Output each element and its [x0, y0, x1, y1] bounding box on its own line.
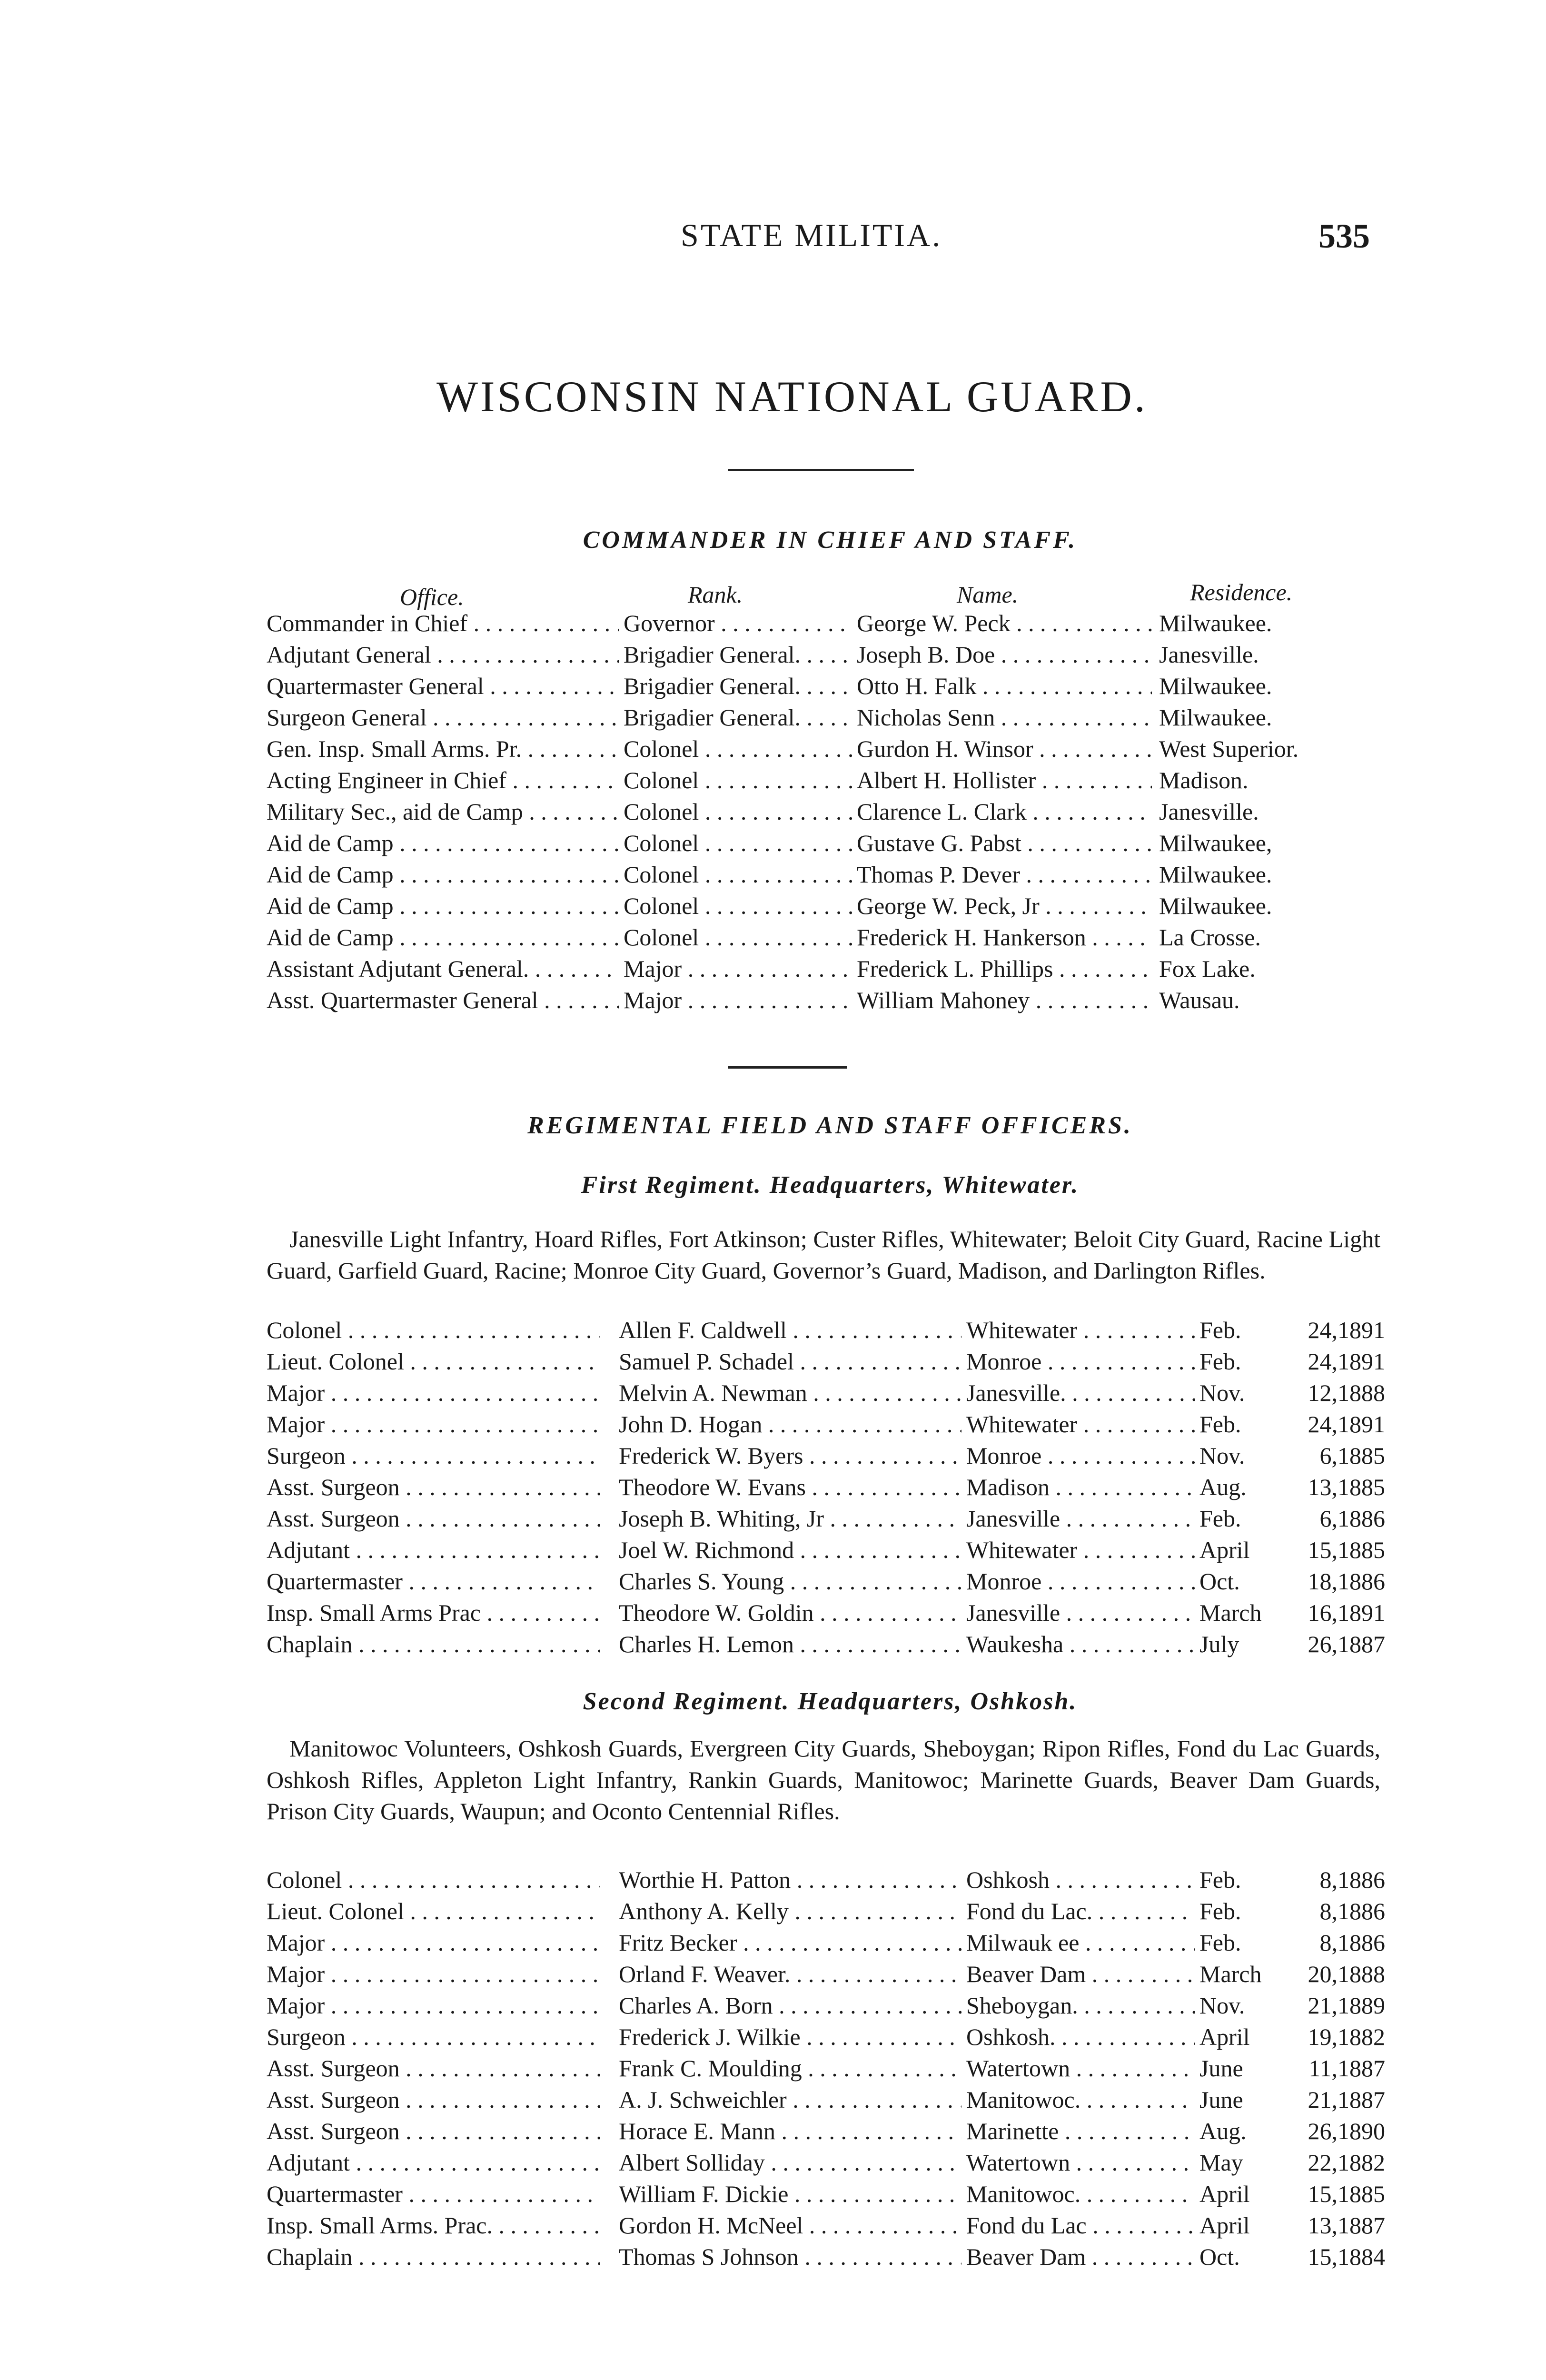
officer-year: 1888 [1338, 1961, 1385, 1987]
first-regiment-heading: First Regiment. Headquarters, Whitewater. [581, 1171, 1080, 1199]
officer-residence: Beaver Dam . . . [966, 2243, 1195, 2271]
officer-year: 1886 [1338, 1866, 1385, 1893]
staff-row [0, 735, 1546, 765]
staff-residence: Milwaukee. [1159, 892, 1272, 919]
staff-office: Asst. Quartermaster General . . . [267, 986, 619, 1014]
officer-year: 1885 [1338, 1474, 1385, 1500]
staff-office: Acting Engineer in Chief . . . [267, 766, 619, 794]
staff-name: Otto H. Falk . . . [857, 672, 1152, 700]
officer-office: Adjutant . . . [267, 2149, 600, 2176]
officer-month: Feb. [1199, 1929, 1241, 1956]
staff-office: Aid de Camp . . . [267, 829, 619, 857]
officer-day: 26, [1308, 1631, 1338, 1657]
officer-day: 13, [1308, 2212, 1338, 2239]
staff-rank: Brigadier General. . . . [624, 641, 852, 668]
officer-year: 1885 [1338, 1442, 1385, 1469]
officer-month: Nov. [1199, 1992, 1245, 2019]
staff-office: Aid de Camp . . . [267, 861, 619, 888]
section-divider [728, 1066, 847, 1069]
officer-row [0, 1442, 1546, 1472]
officer-row [0, 1473, 1546, 1504]
running-head: STATE MILITIA. [681, 217, 942, 253]
officer-name: John D. Hogan . . . [619, 1410, 961, 1438]
column-head-residence: Residence. [1190, 579, 1293, 605]
officer-office: Asst. Surgeon . . . [267, 2054, 600, 2082]
staff-name: George W. Peck . . . [857, 609, 1152, 637]
staff-rank: Colonel . . . [624, 923, 852, 951]
officer-day: 21, [1308, 2086, 1338, 2113]
officer-day: 18, [1308, 1568, 1338, 1595]
officer-row [0, 1866, 1546, 1896]
officer-year: 1887 [1338, 1631, 1385, 1657]
staff-name: Nicholas Senn . . . [857, 704, 1152, 731]
officer-day: 19, [1308, 2023, 1338, 2050]
officer-name: Frank C. Moulding . . . [619, 2054, 961, 2082]
officer-row [0, 1599, 1546, 1629]
staff-name: Clarence L. Clark . . . [857, 798, 1152, 825]
staff-office: Aid de Camp . . . [267, 892, 619, 920]
officer-year: 1889 [1338, 1992, 1385, 2019]
staff-rank: Governor . . . [624, 609, 852, 637]
officer-day: 15, [1308, 2243, 1338, 2270]
officer-residence: Monroe . . . [966, 1567, 1195, 1595]
officer-name: Charles H. Lemon . . . [619, 1630, 961, 1658]
officer-office: Insp. Small Arms. Prac. . . . [267, 2211, 600, 2239]
commander-heading: COMMANDER IN CHIEF AND STAFF. [583, 526, 1078, 554]
officer-month: Feb. [1199, 1505, 1241, 1532]
staff-office: Gen. Insp. Small Arms. Pr. . . . [267, 735, 619, 763]
officer-office: Major . . . [267, 1992, 600, 2019]
title-divider [728, 469, 914, 471]
officer-residence: Sheboygan. . . . [966, 1992, 1195, 2019]
regimental-heading: REGIMENTAL FIELD AND STAFF OFFICERS. [527, 1112, 1133, 1139]
officer-office: Lieut. Colonel . . . [267, 1348, 600, 1375]
staff-residence: Janesville. [1159, 798, 1259, 825]
first-regiment-intro: Janesville Light Infantry, Hoard Rifles, Fort Atkinson; Custer Rifles, Whitewater; Beloit City Guard, Racine Light Guard, Garfield Guard, Racine; Monroe City Guard, Governor’s Guard, Madison, and Darlington Rifles. [267, 1226, 1380, 1284]
officer-name: A. J. Schweichler . . . [619, 2086, 961, 2113]
column-head-name: Name. [957, 581, 1019, 608]
staff-residence: Milwaukee. [1159, 861, 1272, 888]
officer-residence: Whitewater . . . [966, 1536, 1195, 1564]
staff-residence: Milwaukee, [1159, 830, 1272, 856]
officer-row [0, 1929, 1546, 1959]
staff-name: Thomas P. Dever . . . [857, 861, 1152, 888]
staff-row [0, 986, 1546, 1017]
officer-day: 22, [1308, 2149, 1338, 2176]
officer-residence: Beaver Dam . . . [966, 1960, 1195, 1988]
staff-name: Gurdon H. Winsor . . . [857, 735, 1152, 763]
officer-row [0, 2054, 1546, 2085]
staff-residence: Madison. [1159, 767, 1249, 793]
officer-day: 8, [1319, 1898, 1338, 1924]
officer-name: Fritz Becker . . . [619, 1929, 961, 1956]
staff-residence: Fox Lake. [1159, 955, 1256, 982]
officer-row [0, 1536, 1546, 1567]
staff-rank: Brigadier General. . . . [624, 672, 852, 700]
officer-residence: Watertown . . . [966, 2054, 1195, 2082]
staff-office: Aid de Camp . . . [267, 923, 619, 951]
officer-year: 1890 [1338, 2118, 1385, 2144]
officer-office: Major . . . [267, 1379, 600, 1407]
staff-rank: Colonel . . . [624, 798, 852, 825]
officer-month: March [1199, 1599, 1262, 1626]
officer-year: 1882 [1338, 2149, 1385, 2176]
officer-office: Surgeon . . . [267, 2023, 600, 2051]
staff-rank: Colonel . . . [624, 766, 852, 794]
officer-day: 11, [1308, 2055, 1338, 2082]
officer-residence: Manitowoc. . . . [966, 2180, 1195, 2208]
officer-month: April [1199, 2023, 1250, 2050]
officer-month: Feb. [1199, 1348, 1241, 1375]
officer-name: Joel W. Richmond . . . [619, 1536, 961, 1564]
officer-name: Charles A. Born . . . [619, 1992, 961, 2019]
officer-row [0, 1348, 1546, 1378]
officer-row [0, 2149, 1546, 2179]
officer-name: Frederick W. Byers . . . [619, 1442, 961, 1469]
staff-rank: Brigadier General. . . . [624, 704, 852, 731]
staff-row [0, 829, 1546, 860]
officer-month: Aug. [1199, 1474, 1247, 1500]
officer-office: Major . . . [267, 1929, 600, 1956]
officer-residence: Monroe . . . [966, 1348, 1195, 1375]
officer-day: 20, [1308, 1961, 1338, 1987]
officer-month: April [1199, 1537, 1250, 1563]
officer-residence: Manitowoc. . . . [966, 2086, 1195, 2113]
officer-day: 15, [1308, 1537, 1338, 1563]
officer-day: 24, [1308, 1317, 1338, 1343]
officer-row [0, 2023, 1546, 2053]
staff-row [0, 861, 1546, 891]
staff-residence: Janesville. [1159, 641, 1259, 668]
officer-row [0, 2243, 1546, 2273]
officer-row [0, 1992, 1546, 2022]
staff-row [0, 641, 1546, 671]
officer-name: Melvin A. Newman . . . [619, 1379, 961, 1407]
officer-day: 16, [1308, 1599, 1338, 1626]
staff-rank: Colonel . . . [624, 861, 852, 888]
officer-year: 1884 [1338, 2243, 1385, 2270]
staff-residence: Milwaukee. [1159, 610, 1272, 636]
officer-row [0, 1897, 1546, 1928]
staff-residence: Milwaukee. [1159, 673, 1272, 699]
staff-name: Gustave G. Pabst . . . [857, 829, 1152, 857]
officer-name: Thomas S Johnson . . . [619, 2243, 961, 2271]
officer-residence: Fond du Lac. . . . [966, 1897, 1195, 1925]
officer-office: Asst. Surgeon . . . [267, 2117, 600, 2145]
officer-office: Asst. Surgeon . . . [267, 1473, 600, 1501]
officer-name: Orland F. Weaver. . . . [619, 1960, 961, 1988]
officer-year: 1888 [1338, 1379, 1385, 1406]
officer-office: Quartermaster . . . [267, 2180, 600, 2208]
staff-rank: Colonel . . . [624, 829, 852, 857]
staff-office: Military Sec., aid de Camp . . . [267, 798, 619, 825]
officer-row [0, 1567, 1546, 1598]
officer-year: 1882 [1338, 2023, 1385, 2050]
officer-day: 24, [1308, 1411, 1338, 1438]
staff-residence: Milwaukee. [1159, 704, 1272, 731]
staff-row [0, 672, 1546, 703]
officer-month: Feb. [1199, 1317, 1241, 1343]
officer-month: Feb. [1199, 1898, 1241, 1924]
officer-year: 1891 [1338, 1411, 1385, 1438]
staff-name: William Mahoney . . . [857, 986, 1152, 1014]
officer-residence: Monroe . . . [966, 1442, 1195, 1469]
officer-day: 6, [1319, 1442, 1338, 1469]
officer-name: Gordon H. McNeel . . . [619, 2211, 961, 2239]
staff-name: Albert H. Hollister . . . [857, 766, 1152, 794]
staff-row [0, 609, 1546, 640]
officer-month: April [1199, 2212, 1250, 2239]
officer-year: 1885 [1338, 2181, 1385, 2207]
officer-row [0, 2180, 1546, 2211]
staff-office: Assistant Adjutant General. . . . [267, 955, 619, 982]
officer-day: 21, [1308, 1992, 1338, 2019]
officer-name: Charles S. Young . . . [619, 1567, 961, 1595]
officer-office: Quartermaster . . . [267, 1567, 600, 1595]
staff-rank: Major . . . [624, 955, 852, 982]
staff-name: Joseph B. Doe . . . [857, 641, 1152, 668]
officer-year: 1886 [1338, 1568, 1385, 1595]
officer-day: 6, [1319, 1505, 1338, 1532]
officer-year: 1891 [1338, 1348, 1385, 1375]
page-number: 535 [1318, 217, 1370, 255]
officer-office: Major . . . [267, 1410, 600, 1438]
staff-rank: Colonel . . . [624, 735, 852, 763]
staff-residence: Wausau. [1159, 987, 1240, 1013]
officer-day: 12, [1308, 1379, 1338, 1406]
staff-name: Frederick H. Hankerson . . . [857, 923, 1152, 951]
officer-name: Worthie H. Patton . . . [619, 1866, 961, 1894]
officer-month: July [1199, 1631, 1239, 1657]
officer-name: Theodore W. Evans . . . [619, 1473, 961, 1501]
staff-row [0, 704, 1546, 734]
staff-office: Adjutant General . . . [267, 641, 619, 668]
staff-row [0, 955, 1546, 985]
officer-year: 1886 [1338, 1929, 1385, 1956]
officer-year: 1886 [1338, 1898, 1385, 1924]
officer-residence: Janesville. . . . [966, 1379, 1195, 1407]
officer-office: Colonel . . . [267, 1316, 600, 1344]
officer-row [0, 1316, 1546, 1347]
officer-day: 24, [1308, 1348, 1338, 1375]
officer-row [0, 1379, 1546, 1409]
officer-month: Nov. [1199, 1379, 1245, 1406]
officer-row [0, 1630, 1546, 1661]
officer-day: 8, [1319, 1929, 1338, 1956]
officer-month: Feb. [1199, 1866, 1241, 1893]
officer-year: 1887 [1338, 2212, 1385, 2239]
officer-office: Adjutant . . . [267, 1536, 600, 1564]
officer-year: 1891 [1338, 1599, 1385, 1626]
officer-office: Colonel . . . [267, 1866, 600, 1894]
officer-day: 13, [1308, 1474, 1338, 1500]
officer-row [0, 1960, 1546, 1991]
staff-office: Commander in Chief . . . [267, 609, 619, 637]
officer-name: Horace E. Mann . . . [619, 2117, 961, 2145]
officer-name: William F. Dickie . . . [619, 2180, 961, 2208]
officer-residence: Whitewater . . . [966, 1316, 1195, 1344]
officer-name: Frederick J. Wilkie . . . [619, 2023, 961, 2051]
staff-row [0, 892, 1546, 922]
officer-name: Allen F. Caldwell . . . [619, 1316, 961, 1344]
officer-residence: Janesville . . . [966, 1505, 1195, 1532]
officer-row [0, 1505, 1546, 1535]
officer-office: Insp. Small Arms Prac . . . [267, 1599, 600, 1626]
officer-residence: Oshkosh. . . . [966, 2023, 1195, 2051]
officer-office: Lieut. Colonel . . . [267, 1897, 600, 1925]
officer-year: 1887 [1338, 2086, 1385, 2113]
officer-residence: Marinette . . . [966, 2117, 1195, 2145]
officer-residence: Waukesha . . . [966, 1630, 1195, 1658]
officer-name: Theodore W. Goldin . . . [619, 1599, 961, 1626]
officer-month: Aug. [1199, 2118, 1247, 2144]
officer-year: 1886 [1338, 1505, 1385, 1532]
officer-year: 1885 [1338, 1537, 1385, 1563]
officer-row [0, 1410, 1546, 1441]
column-head-rank: Rank. [688, 581, 743, 608]
officer-residence: Milwauk ee . . . [966, 1929, 1195, 1956]
officer-office: Major . . . [267, 1960, 600, 1988]
officer-day: 26, [1308, 2118, 1338, 2144]
officer-name: Anthony A. Kelly . . . [619, 1897, 961, 1925]
officer-month: Oct. [1199, 2243, 1240, 2270]
officer-name: Samuel P. Schadel . . . [619, 1348, 961, 1375]
officer-month: Oct. [1199, 1568, 1240, 1595]
officer-month: April [1199, 2181, 1250, 2207]
staff-residence: West Superior. [1159, 735, 1299, 762]
staff-rank: Colonel . . . [624, 892, 852, 920]
column-head-office: Office. [400, 584, 464, 610]
staff-name: Frederick L. Phillips . . . [857, 955, 1152, 982]
staff-office: Quartermaster General . . . [267, 672, 619, 700]
second-regiment-heading: Second Regiment. Headquarters, Oshkosh. [583, 1688, 1078, 1715]
officer-office: Asst. Surgeon . . . [267, 2086, 600, 2113]
staff-row [0, 766, 1546, 797]
officer-day: 15, [1308, 2181, 1338, 2207]
officer-row [0, 2086, 1546, 2116]
officer-residence: Janesville . . . [966, 1599, 1195, 1626]
officer-residence: Whitewater . . . [966, 1410, 1195, 1438]
staff-name: George W. Peck, Jr . . . [857, 892, 1152, 920]
officer-office: Surgeon . . . [267, 1442, 600, 1469]
page-title: WISCONSIN NATIONAL GUARD. [436, 372, 1148, 421]
officer-month: March [1199, 1961, 1262, 1987]
officer-year: 1887 [1338, 2055, 1385, 2082]
officer-residence: Watertown . . . [966, 2149, 1195, 2176]
staff-residence: La Crosse. [1159, 924, 1261, 951]
officer-row [0, 2211, 1546, 2242]
officer-office: Chaplain . . . [267, 1630, 600, 1658]
officer-month: Nov. [1199, 1442, 1245, 1469]
staff-row [0, 923, 1546, 954]
officer-office: Chaplain . . . [267, 2243, 600, 2271]
officer-month: June [1199, 2055, 1243, 2082]
staff-rank: Major . . . [624, 986, 852, 1014]
officer-name: Joseph B. Whiting, Jr . . . [619, 1505, 961, 1532]
staff-row [0, 798, 1546, 828]
staff-office: Surgeon General . . . [267, 704, 619, 731]
officer-month: Feb. [1199, 1411, 1241, 1438]
officer-month: June [1199, 2086, 1243, 2113]
second-regiment-intro: Manitowoc Volunteers, Oshkosh Guards, Evergreen City Guards, Sheboygan; Ripon Rifles, Fond du Lac Guards, Oshkosh Rifles, Appleton Light Infantry, Rankin Guards, Manitowoc; Marinette Guards, Beaver Dam Guards, Prison City Guards, Waupun; and Oconto Centennial Rifles. [267, 1735, 1380, 1825]
officer-office: Asst. Surgeon . . . [267, 1505, 600, 1532]
officer-residence: Oshkosh . . . [966, 1866, 1195, 1894]
officer-year: 1891 [1338, 1317, 1385, 1343]
officer-residence: Madison . . . [966, 1473, 1195, 1501]
officer-name: Albert Solliday . . . [619, 2149, 961, 2176]
officer-month: May [1199, 2149, 1243, 2176]
officer-day: 8, [1319, 1866, 1338, 1893]
officer-residence: Fond du Lac . . . [966, 2211, 1195, 2239]
officer-row [0, 2117, 1546, 2148]
